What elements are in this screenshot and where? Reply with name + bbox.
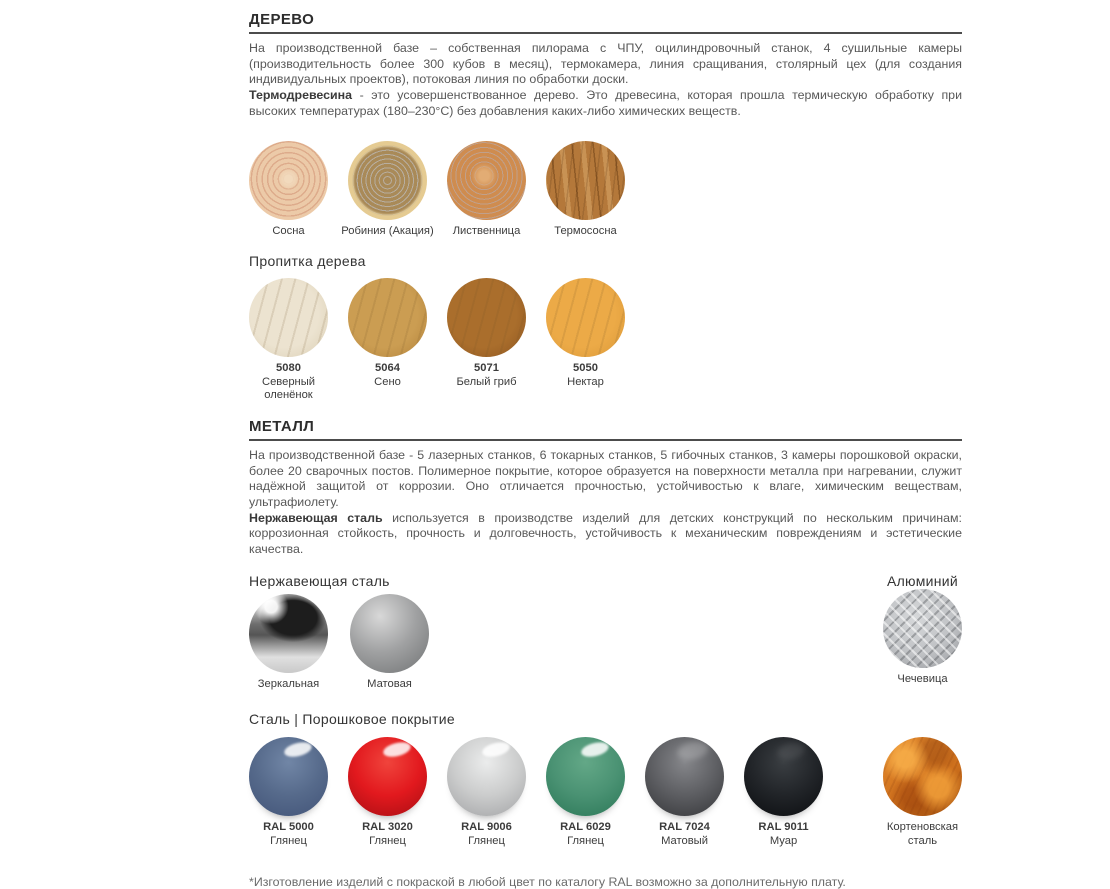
metal-section-title: МЕТАЛЛ <box>249 417 315 435</box>
wood-section-title: ДЕРЕВО <box>249 11 315 28</box>
aluminium-title: Алюминий <box>886 572 959 589</box>
stainless-term: Нержавеющая сталь <box>249 510 383 525</box>
ral-footnote: *Изготовление изделий с покраской в любой цвет по каталогу RAL возможно за дополнительную плату. <box>249 874 846 889</box>
ral-9006-label: RAL 9006 Глянец <box>461 821 512 847</box>
larch-wood-circle <box>447 141 526 220</box>
larch-label: Лиственница <box>452 224 521 237</box>
ral-7024-swatch <box>645 737 724 848</box>
metal-description <box>249 448 962 558</box>
powder-coating-title: Сталь | Порошковое покрытие <box>249 711 455 728</box>
ral-5000-swatch <box>249 737 328 848</box>
metal-finishes-row <box>249 573 962 692</box>
stain-label-5064: 5064 Сено <box>374 362 401 388</box>
page-content <box>249 0 962 889</box>
stain-swatch-5050 <box>546 278 625 389</box>
corten-steel-label: Кортеновская сталь <box>886 821 959 847</box>
ral-5000-ball <box>249 737 328 816</box>
wood-type-pine <box>249 141 328 239</box>
robinia-wood-circle <box>348 141 427 220</box>
thermopine-wood-circle <box>546 141 625 220</box>
ral-3020-label: RAL 3020 Глянец <box>362 821 413 847</box>
stainless-group <box>249 573 429 692</box>
thermopine-label: Термососна <box>554 224 617 237</box>
metal-title-rule <box>249 439 962 441</box>
corten-steel-circle <box>883 737 962 816</box>
wood-types-row <box>249 141 962 239</box>
ral-3020-ball <box>348 737 427 816</box>
ral-5000-label: RAL 5000 Глянец <box>263 821 314 847</box>
stain-circle-5071 <box>447 278 526 357</box>
matte-label: Матовая <box>367 677 412 690</box>
ral-6029-ball <box>546 737 625 816</box>
aluminium-swatch <box>883 589 962 687</box>
ral-6029-swatch <box>546 737 625 848</box>
aluminium-finish-label: Чечевица <box>897 672 948 685</box>
pine-label: Сосна <box>272 224 305 237</box>
wood-type-larch <box>447 141 526 239</box>
stainless-paragraph <box>249 511 962 558</box>
ral-9011-label: RAL 9011 Муар <box>758 821 809 847</box>
stain-label-5080: 5080 Северный оленёнок <box>261 362 316 402</box>
wood-intro-paragraph: На производственной базе – собственная пилорама с ЧПУ, оцилиндровочный станок, 4 сушильные камеры (производительность более 300 кубов в месяц), термокамера, линия сращивания, столярный цех (для создания индивидуальных проектов), потоковая линия по обработки доски. <box>249 41 962 87</box>
stainless-text: используется в производстве изделий для детских конструкций по нескольким причинам: коррозионная стойкость, прочность и долговечность, устойчивость к механическим повреждениям и эстетические качества. <box>249 510 963 557</box>
mirror-label: Зеркальная <box>257 677 320 690</box>
wood-type-robinia <box>341 141 434 239</box>
ral-7024-label: RAL 7024 Матовый <box>659 821 710 847</box>
corten-steel-swatch <box>883 737 962 848</box>
stain-swatch-5080 <box>249 278 328 403</box>
stain-circle-5064 <box>348 278 427 357</box>
aluminium-group <box>883 573 962 687</box>
ral-9006-ball <box>447 737 526 816</box>
stainless-mirror-swatch <box>249 594 328 692</box>
stain-swatch-5064 <box>348 278 427 389</box>
wood-type-thermopine <box>546 141 625 239</box>
powder-coating-row <box>249 737 962 848</box>
stain-label-5071: 5071 Белый гриб <box>456 362 517 388</box>
metal-intro-paragraph: На производственной базе - 5 лазерных станков, 6 токарных станков, 5 гибочных станков, 3 камеры порошковой окраски, более 20 сварочных постов. Полимерное покрытие, которое образуется на поверхности металла при нагревании, служит надёжной защитой от коррозии. Оно отличается прочностью, устойчивостью к влаге, химическим веществам, ультрафиолету. <box>249 447 962 509</box>
ral-3020-swatch <box>348 737 427 848</box>
wood-section <box>249 11 962 403</box>
thermowood-paragraph <box>249 88 962 119</box>
mirror-steel-sphere <box>249 594 328 673</box>
matte-steel-sphere <box>350 594 429 673</box>
impregnation-row <box>249 278 962 403</box>
pine-wood-circle <box>249 141 328 220</box>
stain-circle-5050 <box>546 278 625 357</box>
ral-9011-ball <box>744 737 823 816</box>
stain-circle-5080 <box>249 278 328 357</box>
ral-9006-swatch <box>447 737 526 848</box>
stain-label-5050: 5050 Нектар <box>567 362 604 388</box>
thermowood-text: - это усовершенствованное дерево. Это древесина, которая прошла термическую обработку при высоких температурах (180–230°С) без добавления каких-либо химических веществ. <box>249 88 962 118</box>
metal-section <box>249 418 962 889</box>
wood-description <box>249 41 962 120</box>
impregnation-title: Пропитка дерева <box>249 253 366 270</box>
robinia-label: Робиния (Акация) <box>341 224 434 237</box>
thermowood-term: Термодревесина <box>249 88 353 103</box>
stainless-spheres-row <box>249 594 429 692</box>
wood-title-rule <box>249 32 962 34</box>
ral-6029-label: RAL 6029 Глянец <box>560 821 611 847</box>
stainless-title: Нержавеющая сталь <box>249 572 390 589</box>
stain-swatch-5071 <box>447 278 526 389</box>
ral-9011-swatch <box>744 737 823 848</box>
stainless-matte-swatch <box>350 594 429 692</box>
aluminium-plate-circle <box>883 589 962 668</box>
ral-7024-ball <box>645 737 724 816</box>
